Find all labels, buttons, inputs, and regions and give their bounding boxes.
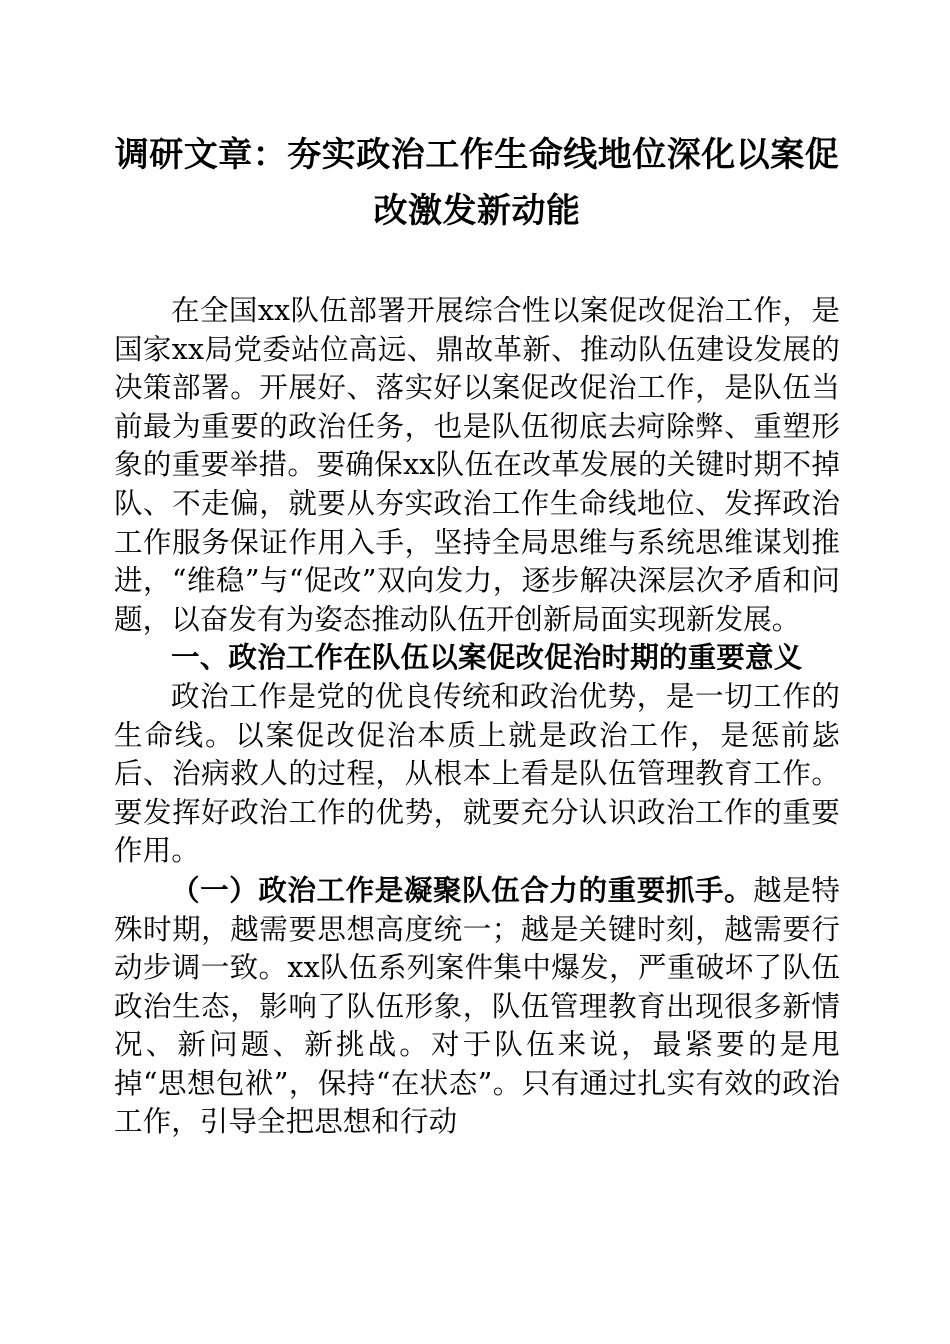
body-paragraph-3 (114, 871, 840, 1142)
body-paragraph-2: 政治工作是党的优良传统和政治优势，是一切工作的生命线。以案促改促治本质上就是政治工作，是惩前毖后、治病救人的过程，从根本上看是队伍管理教育工作。要发挥好政治工作的优势，就要充分认识政治工作的重要作用。 (114, 679, 840, 868)
paragraph-lead-in: （一）政治工作是凝聚队伍合力的重要抓手。 (171, 872, 754, 907)
body-paragraph-1: 在全国xx队伍部署开展综合性以案促改促治工作，是国家xx局党委站位高远、鼎故革新、推动队伍建设发展的决策部署。开展好、落实好以案促改促治工作，是队伍当前最为重要的政治任务，也是队伍彻底去疴除弊、重塑形象的重要举措。要确保xx队伍在改革发展的关键时期不掉队、不走偏，就要从夯实政治工作生命线地位、发挥政治工作服务保证作用入手，坚持全局思维与系统思维谋划推进，“维稳”与“促改”双向发力，逐步解决深层次矛盾和问题，以奋发有为姿态推动队伍开创新局面实现新发展。 (114, 294, 840, 636)
section-heading-1: 一、政治工作在队伍以案促改促治时期的重要意义 (171, 642, 803, 675)
page-title: 调研文章：夯实政治工作生命线地位深化以案促改激发新动能 (114, 137, 840, 230)
document-content (114, 0, 840, 1142)
paragraph-body-text: 越是特殊时期，越需要思想高度统一；越是关键时刻，越需要行动步调一致。xx队伍系列案件集中爆发，严重破坏了队伍政治生态，影响了队伍形象，队伍管理教育出现很多新情况、新问题、新挑战。对于队伍来说，最紧要的是甩掉“思想包袱”，保持“在状态”。只有通过扎实有效的政治工作，引导全把思想和行动 (114, 873, 840, 1139)
